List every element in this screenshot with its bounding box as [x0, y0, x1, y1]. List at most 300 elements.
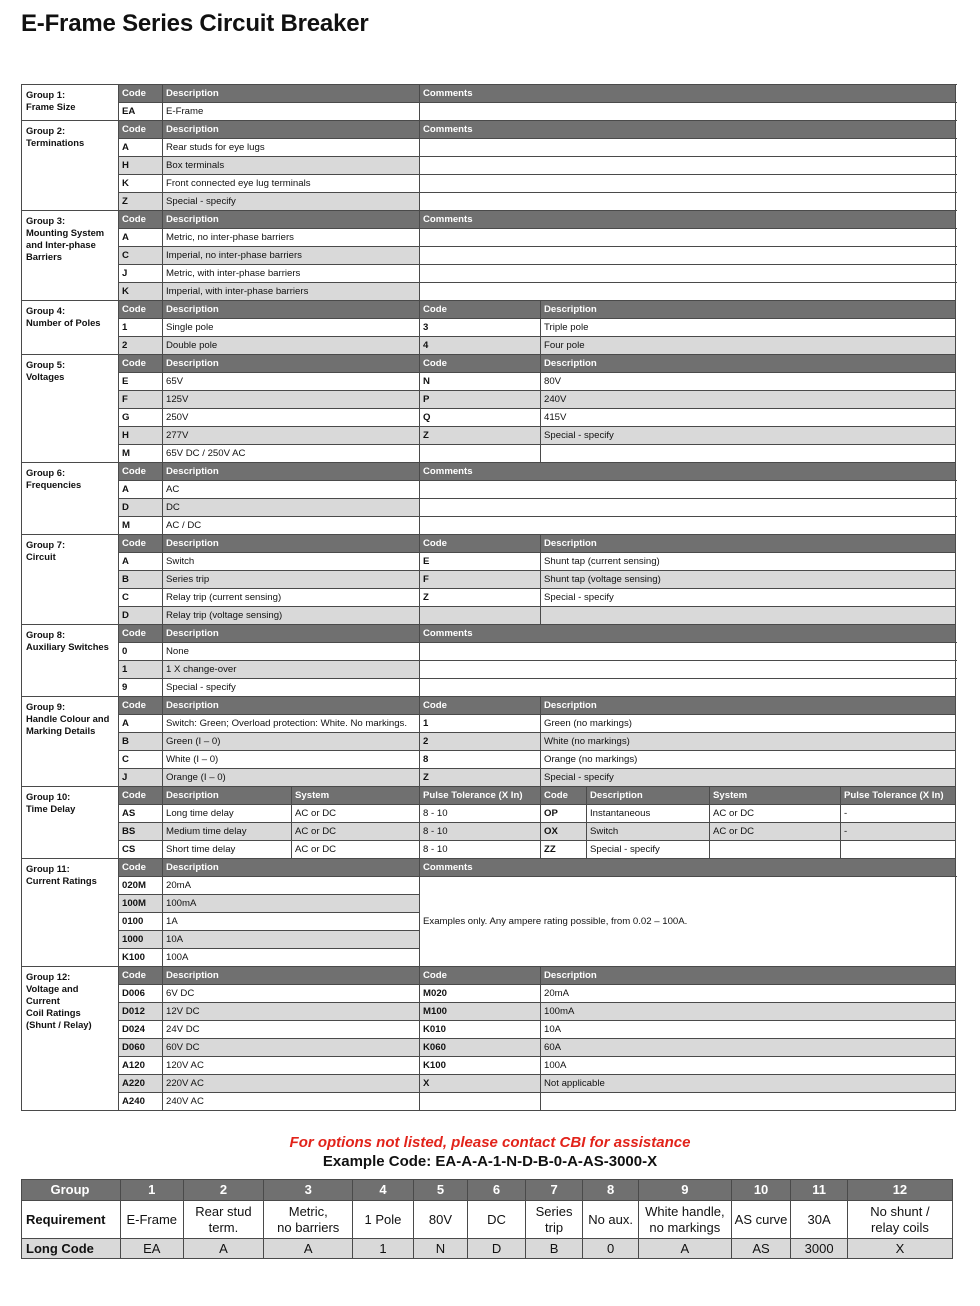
option-code: C — [119, 589, 163, 607]
long-code-value: A — [638, 1239, 731, 1259]
option-description: 6V DC — [163, 985, 420, 1003]
column-header-code: Code — [420, 355, 541, 373]
group-label: Group 8: Auxiliary Switches — [22, 625, 119, 697]
table-row — [22, 553, 956, 571]
requirement-value: Series trip — [525, 1201, 583, 1239]
option-code: C — [119, 247, 163, 265]
comments-cell — [420, 247, 956, 265]
option-code: D024 — [119, 1021, 163, 1039]
option-description: Switch — [163, 553, 420, 571]
requirement-value: No shunt / relay coils — [847, 1201, 952, 1239]
option-description: Switch — [587, 823, 710, 841]
option-description: 100A — [541, 1057, 956, 1075]
assistance-notice: For options not listed, please contact CBI for assistance — [289, 1134, 691, 1151]
column-header-description: Description — [163, 211, 420, 229]
option-description: 220V AC — [163, 1075, 420, 1093]
requirement-value: E-Frame — [120, 1201, 183, 1239]
column-header-code: Code — [119, 355, 163, 373]
table-row — [22, 715, 956, 733]
column-header-code: Code — [119, 85, 163, 103]
column-header-pulse-tolerance: Pulse Tolerance (X In) — [841, 787, 956, 805]
table-row — [22, 265, 956, 283]
group-header-row — [22, 301, 956, 319]
group-header-row — [22, 967, 956, 985]
option-code — [420, 607, 541, 625]
option-description: White (I – 0) — [163, 751, 420, 769]
option-code: M — [119, 517, 163, 535]
group-number: 8 — [583, 1180, 639, 1201]
option-description: E-Frame — [163, 103, 420, 121]
option-code: K060 — [420, 1039, 541, 1057]
option-description: 1 X change-over — [163, 661, 420, 679]
comments-cell — [420, 175, 956, 193]
option-description: Metric, with inter-phase barriers — [163, 265, 420, 283]
group-label: Group 6: Frequencies — [22, 463, 119, 535]
table-row — [22, 139, 956, 157]
example-header-row — [22, 1180, 953, 1201]
option-description: 65V — [163, 373, 420, 391]
column-header-description: Description — [587, 787, 710, 805]
option-description: Orange (no markings) — [541, 751, 956, 769]
comments-cell — [420, 193, 956, 211]
table-row — [22, 247, 956, 265]
table-row — [22, 805, 956, 823]
column-header-description: Description — [163, 463, 420, 481]
option-description: Green (I – 0) — [163, 733, 420, 751]
ordering-code-table — [21, 84, 956, 1111]
example-code-table — [21, 1179, 953, 1259]
comments-cell — [420, 643, 956, 661]
table-row — [22, 679, 956, 697]
option-description: White (no markings) — [541, 733, 956, 751]
option-description — [541, 445, 956, 463]
option-description: None — [163, 643, 420, 661]
option-code: 2 — [420, 733, 541, 751]
group-header-row — [22, 697, 956, 715]
table-row — [22, 1003, 956, 1021]
column-header-pulse-tolerance: Pulse Tolerance (X In) — [420, 787, 541, 805]
column-header-code: Code — [420, 535, 541, 553]
option-description — [541, 1093, 956, 1111]
requirement-value: Rear stud term. — [183, 1201, 264, 1239]
table-row — [22, 283, 956, 301]
option-code: K010 — [420, 1021, 541, 1039]
table-row — [22, 877, 956, 895]
column-header-code: Code — [119, 211, 163, 229]
table-row — [22, 733, 956, 751]
group-label: Group 5: Voltages — [22, 355, 119, 463]
option-code: X — [420, 1075, 541, 1093]
group-number: 2 — [183, 1180, 264, 1201]
option-description: Instantaneous — [587, 805, 710, 823]
option-code: K100 — [119, 949, 163, 967]
group-label: Group 7: Circuit — [22, 535, 119, 625]
example-requirement-row — [22, 1201, 953, 1239]
option-code: H — [119, 157, 163, 175]
column-header-code: Code — [119, 535, 163, 553]
group-number: 12 — [847, 1180, 952, 1201]
column-header-comments: Comments — [420, 85, 956, 103]
comments-cell — [420, 661, 956, 679]
table-row — [22, 607, 956, 625]
option-description: Special - specify — [541, 769, 956, 787]
column-header-description: Description — [163, 85, 420, 103]
option-description: Relay trip (voltage sensing) — [163, 607, 420, 625]
option-description: 10A — [541, 1021, 956, 1039]
option-code: Z — [420, 589, 541, 607]
column-header-comments: Comments — [420, 859, 956, 877]
example-code: Example Code: EA-A-A-1-N-D-B-0-A-AS-3000-X — [322, 1153, 658, 1170]
option-code: A220 — [119, 1075, 163, 1093]
table-row — [22, 427, 956, 445]
column-header-description: Description — [163, 787, 292, 805]
comments-cell — [420, 103, 956, 121]
requirement-value: DC — [468, 1201, 526, 1239]
column-header-comments: Comments — [420, 625, 956, 643]
option-description: 8 - 10 — [420, 805, 541, 823]
option-code: N — [420, 373, 541, 391]
column-header-code: Code — [119, 301, 163, 319]
column-header-description: Description — [541, 355, 956, 373]
column-header-code: Code — [119, 787, 163, 805]
option-code: OP — [541, 805, 587, 823]
group-number: 5 — [413, 1180, 468, 1201]
requirement-value: 30A — [791, 1201, 848, 1239]
table-row — [22, 643, 956, 661]
option-description — [541, 607, 956, 625]
table-row — [22, 751, 956, 769]
option-code: OX — [541, 823, 587, 841]
option-description: 65V DC / 250V AC — [163, 445, 420, 463]
group-label: Group 3: Mounting System and Inter-phase Barriers — [22, 211, 119, 301]
option-description: 10A — [163, 931, 420, 949]
group-label: Group 12: Voltage and Current Coil Ratings (Shunt / Relay) — [22, 967, 119, 1111]
option-code: 100M — [119, 895, 163, 913]
table-row — [22, 1075, 956, 1093]
option-description: 80V — [541, 373, 956, 391]
group-label: Group 2: Terminations — [22, 121, 119, 211]
column-header-code: Code — [119, 625, 163, 643]
column-header-system: System — [710, 787, 841, 805]
column-header-description: Description — [541, 301, 956, 319]
option-code: J — [119, 265, 163, 283]
option-code: K100 — [420, 1057, 541, 1075]
long-code-value: D — [468, 1239, 526, 1259]
option-description: 125V — [163, 391, 420, 409]
column-header-code: Code — [119, 697, 163, 715]
option-description: 8 - 10 — [420, 823, 541, 841]
option-code: A120 — [119, 1057, 163, 1075]
option-description — [841, 841, 956, 859]
table-row — [22, 589, 956, 607]
comments-cell — [420, 499, 956, 517]
option-description: Shunt tap (voltage sensing) — [541, 571, 956, 589]
column-header-code: Code — [119, 463, 163, 481]
option-description: Medium time delay — [163, 823, 292, 841]
option-code: 0 — [119, 643, 163, 661]
option-code: D — [119, 499, 163, 517]
option-description: AC or DC — [710, 823, 841, 841]
option-code: D006 — [119, 985, 163, 1003]
long-code-value: N — [413, 1239, 468, 1259]
table-row — [22, 373, 956, 391]
long-code-label: Long Code — [22, 1239, 121, 1259]
option-code: EA — [119, 103, 163, 121]
option-code: D — [119, 607, 163, 625]
option-code: M — [119, 445, 163, 463]
comments-cell — [420, 265, 956, 283]
option-description: AC — [163, 481, 420, 499]
option-description: 120V AC — [163, 1057, 420, 1075]
option-code: AS — [119, 805, 163, 823]
comments-cell — [420, 481, 956, 499]
option-description: Rear studs for eye lugs — [163, 139, 420, 157]
option-description: 20mA — [163, 877, 420, 895]
option-code: Q — [420, 409, 541, 427]
table-row — [22, 1021, 956, 1039]
long-code-value: B — [525, 1239, 583, 1259]
page-title: E-Frame Series Circuit Breaker — [21, 10, 369, 37]
long-code-value: 3000 — [791, 1239, 848, 1259]
option-code: P — [420, 391, 541, 409]
column-header-description: Description — [163, 121, 420, 139]
option-code: BS — [119, 823, 163, 841]
option-description: Imperial, with inter-phase barriers — [163, 283, 420, 301]
table-row — [22, 319, 956, 337]
column-header-description: Description — [163, 625, 420, 643]
option-code: Z — [420, 769, 541, 787]
group-number: 10 — [731, 1180, 791, 1201]
group-header-row — [22, 121, 956, 139]
group-number: 9 — [638, 1180, 731, 1201]
option-code: B — [119, 733, 163, 751]
comments-cell — [420, 229, 956, 247]
option-description: Long time delay — [163, 805, 292, 823]
column-header-code: Code — [119, 967, 163, 985]
option-description: Special - specify — [587, 841, 710, 859]
table-row — [22, 1093, 956, 1111]
option-code — [420, 445, 541, 463]
long-code-value: A — [183, 1239, 264, 1259]
option-code: K — [119, 283, 163, 301]
option-description: AC or DC — [292, 841, 420, 859]
group-header-row — [22, 463, 956, 481]
column-header-description: Description — [163, 301, 420, 319]
option-code: G — [119, 409, 163, 427]
comments-cell — [420, 157, 956, 175]
option-description: Short time delay — [163, 841, 292, 859]
option-code: CS — [119, 841, 163, 859]
option-code: A — [119, 481, 163, 499]
group-header-row — [22, 355, 956, 373]
group-header-row — [22, 625, 956, 643]
table-row — [22, 175, 956, 193]
column-header-code: Code — [420, 301, 541, 319]
table-row — [22, 823, 956, 841]
option-code: B — [119, 571, 163, 589]
option-description: Special - specify — [163, 193, 420, 211]
column-header-description: Description — [541, 535, 956, 553]
table-row — [22, 517, 956, 535]
option-code: 020M — [119, 877, 163, 895]
option-description: - — [841, 805, 956, 823]
group-header-row — [22, 211, 956, 229]
option-description: 100mA — [541, 1003, 956, 1021]
group-number: 3 — [264, 1180, 353, 1201]
option-code: A — [119, 553, 163, 571]
option-code: Z — [119, 193, 163, 211]
requirement-value: Metric, no barriers — [264, 1201, 353, 1239]
option-code: 1000 — [119, 931, 163, 949]
option-code: 8 — [420, 751, 541, 769]
comments-cell — [420, 679, 956, 697]
option-code: D060 — [119, 1039, 163, 1057]
requirement-value: White handle, no markings — [638, 1201, 731, 1239]
option-description: 100A — [163, 949, 420, 967]
option-code: 1 — [119, 661, 163, 679]
option-description: 60V DC — [163, 1039, 420, 1057]
option-description: Special - specify — [541, 589, 956, 607]
option-description: 250V — [163, 409, 420, 427]
option-description: Four pole — [541, 337, 956, 355]
column-header-code: Code — [119, 121, 163, 139]
option-description: 415V — [541, 409, 956, 427]
example-long-code-row — [22, 1239, 953, 1259]
option-description: 240V AC — [163, 1093, 420, 1111]
table-row — [22, 481, 956, 499]
option-description: Orange (I – 0) — [163, 769, 420, 787]
table-row — [22, 985, 956, 1003]
option-description — [710, 841, 841, 859]
option-code: F — [420, 571, 541, 589]
option-code: Z — [420, 427, 541, 445]
option-description: 240V — [541, 391, 956, 409]
group-number: 11 — [791, 1180, 848, 1201]
option-description: Double pole — [163, 337, 420, 355]
option-description: 60A — [541, 1039, 956, 1057]
option-code: 3 — [420, 319, 541, 337]
option-code: K — [119, 175, 163, 193]
option-description: Imperial, no inter-phase barriers — [163, 247, 420, 265]
long-code-value: EA — [120, 1239, 183, 1259]
table-row — [22, 193, 956, 211]
column-header-description: Description — [163, 535, 420, 553]
option-code: A — [119, 229, 163, 247]
option-code: 2 — [119, 337, 163, 355]
group-header-row — [22, 85, 956, 103]
option-code: 4 — [420, 337, 541, 355]
option-code: ZZ — [541, 841, 587, 859]
option-description: Special - specify — [163, 679, 420, 697]
comments-note: Examples only. Any ampere rating possible, from 0.02 – 100A. — [420, 877, 956, 967]
option-code: A — [119, 715, 163, 733]
group-label: Group — [22, 1180, 121, 1201]
option-description: Front connected eye lug terminals — [163, 175, 420, 193]
option-code: E — [420, 553, 541, 571]
option-code: 1 — [420, 715, 541, 733]
comments-cell — [420, 517, 956, 535]
group-label: Group 11: Current Ratings — [22, 859, 119, 967]
column-header-description: Description — [163, 967, 420, 985]
column-header-code: Code — [420, 697, 541, 715]
option-code: C — [119, 751, 163, 769]
long-code-value: 0 — [583, 1239, 639, 1259]
group-number: 6 — [468, 1180, 526, 1201]
group-label: Group 4: Number of Poles — [22, 301, 119, 355]
group-number: 1 — [120, 1180, 183, 1201]
option-code: H — [119, 427, 163, 445]
option-description: Green (no markings) — [541, 715, 956, 733]
column-header-code: Code — [420, 967, 541, 985]
option-code: E — [119, 373, 163, 391]
table-row — [22, 571, 956, 589]
requirement-value: 80V — [413, 1201, 468, 1239]
table-row — [22, 769, 956, 787]
table-row — [22, 103, 956, 121]
column-header-description: Description — [163, 697, 420, 715]
long-code-value: A — [264, 1239, 353, 1259]
option-code: D012 — [119, 1003, 163, 1021]
group-header-row — [22, 787, 956, 805]
column-header-code: Code — [119, 859, 163, 877]
option-description: Box terminals — [163, 157, 420, 175]
column-header-comments: Comments — [420, 121, 956, 139]
column-header-system: System — [292, 787, 420, 805]
table-row — [22, 499, 956, 517]
long-code-value: 1 — [353, 1239, 414, 1259]
column-header-comments: Comments — [420, 463, 956, 481]
requirement-label: Requirement — [22, 1201, 121, 1239]
option-description: 277V — [163, 427, 420, 445]
group-label: Group 1: Frame Size — [22, 85, 119, 121]
option-code — [420, 1093, 541, 1111]
option-code: A — [119, 139, 163, 157]
group-label: Group 10: Time Delay — [22, 787, 119, 859]
table-row — [22, 1039, 956, 1057]
option-code: F — [119, 391, 163, 409]
column-header-description: Description — [163, 355, 420, 373]
column-header-comments: Comments — [420, 211, 956, 229]
option-description: - — [841, 823, 956, 841]
option-description: Metric, no inter-phase barriers — [163, 229, 420, 247]
option-description: 24V DC — [163, 1021, 420, 1039]
table-row — [22, 445, 956, 463]
option-code: M020 — [420, 985, 541, 1003]
option-description: Shunt tap (current sensing) — [541, 553, 956, 571]
option-code: J — [119, 769, 163, 787]
option-description: Triple pole — [541, 319, 956, 337]
option-code: 1 — [119, 319, 163, 337]
option-description: DC — [163, 499, 420, 517]
table-row — [22, 841, 956, 859]
option-description: AC or DC — [292, 823, 420, 841]
table-row — [22, 391, 956, 409]
comments-cell — [420, 139, 956, 157]
option-description: AC or DC — [710, 805, 841, 823]
option-description: 12V DC — [163, 1003, 420, 1021]
comments-cell — [420, 283, 956, 301]
group-header-row — [22, 535, 956, 553]
option-description: 20mA — [541, 985, 956, 1003]
requirement-value: No aux. — [583, 1201, 639, 1239]
option-description: Not applicable — [541, 1075, 956, 1093]
group-number: 7 — [525, 1180, 583, 1201]
table-row — [22, 337, 956, 355]
option-description: 1A — [163, 913, 420, 931]
table-row — [22, 409, 956, 427]
group-number: 4 — [353, 1180, 414, 1201]
column-header-description: Description — [541, 697, 956, 715]
